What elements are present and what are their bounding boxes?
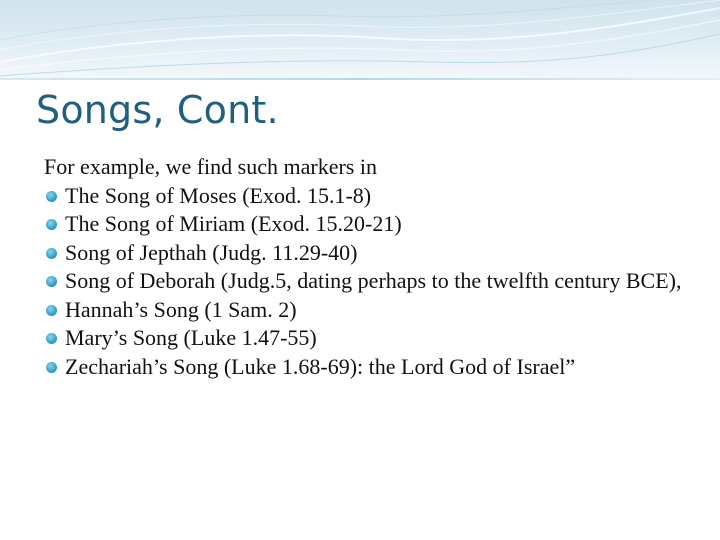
bullet-dot-icon bbox=[46, 219, 57, 230]
list-item bbox=[44, 353, 684, 382]
list-item bbox=[44, 324, 684, 353]
bullet-dot-icon bbox=[46, 362, 57, 373]
bullet-dot-icon bbox=[46, 248, 57, 259]
list-item-text: The Song of Miriam (Exod. 15.20-21) bbox=[65, 211, 402, 236]
list-item bbox=[44, 267, 684, 296]
header-wave-decoration bbox=[0, 0, 720, 80]
bullet-dot-icon bbox=[46, 305, 57, 316]
list-item-text: Hannah’s Song (1 Sam. 2) bbox=[65, 296, 297, 322]
list-item-text: Song of Jepthah (Judg. 11.29-40) bbox=[65, 239, 358, 265]
slide-title: Songs, Cont. bbox=[36, 88, 279, 132]
list-item-text: The Song of Moses (Exod. 15.1-8) bbox=[65, 182, 372, 208]
list-item bbox=[44, 296, 684, 325]
bullet-dot-icon bbox=[46, 191, 57, 202]
list-item bbox=[44, 239, 684, 268]
bullet-dot-icon bbox=[46, 276, 57, 287]
list-item bbox=[44, 210, 684, 239]
list-item-text: Song of Deborah (Judg.5, dating perhaps to the twelfth century BCE), bbox=[65, 268, 682, 293]
list-item-text: Zechariah’s Song (Luke 1.68-69): the Lord God of Israel” bbox=[65, 353, 576, 379]
title-divider bbox=[0, 78, 720, 80]
slide-content bbox=[44, 153, 684, 381]
bullet-dot-icon bbox=[46, 333, 57, 344]
list-item bbox=[44, 182, 684, 211]
header-band bbox=[0, 0, 720, 80]
list-item-text: Mary’s Song (Luke 1.47-55) bbox=[65, 325, 317, 350]
intro-text: For example, we find such markers in bbox=[44, 154, 377, 179]
bullet-list bbox=[44, 182, 684, 382]
